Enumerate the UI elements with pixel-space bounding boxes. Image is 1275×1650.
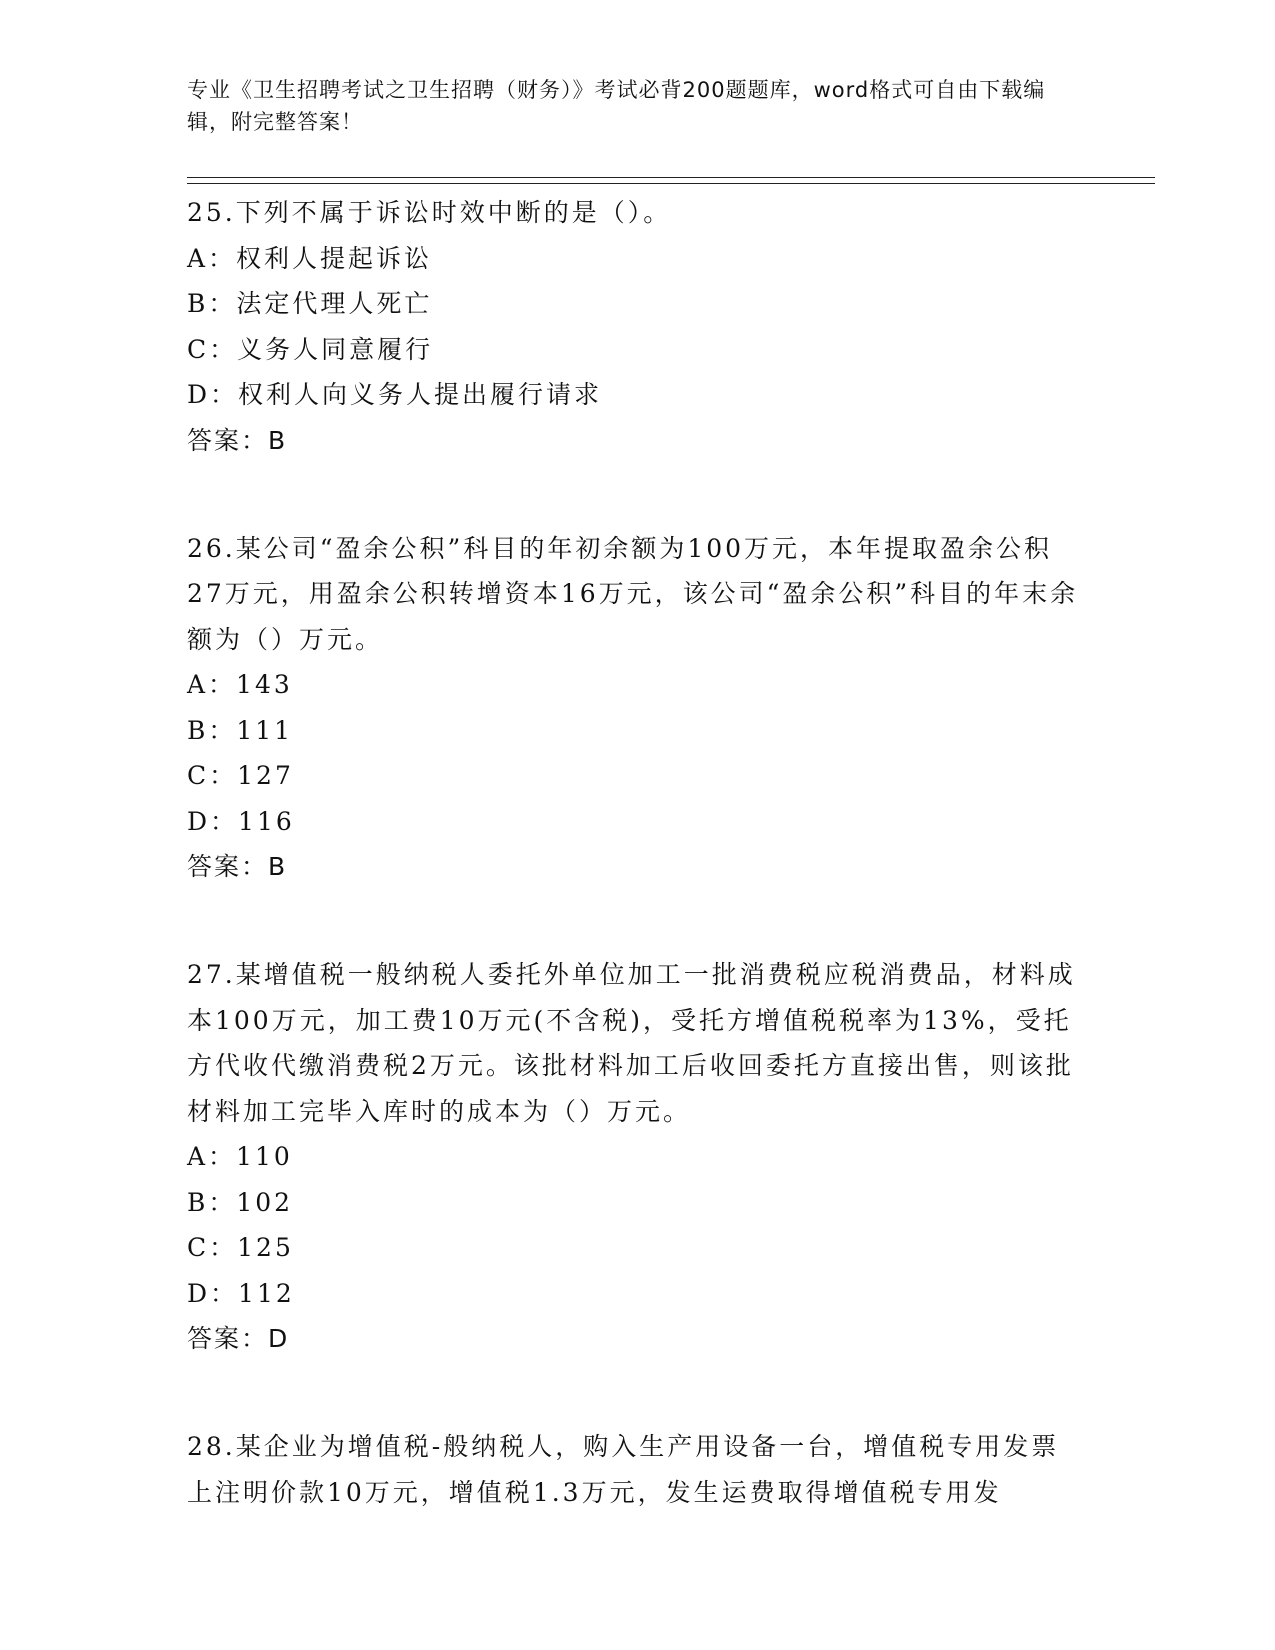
answer: 答案：B xyxy=(187,852,288,881)
option-a: A：权利人提起诉讼 xyxy=(187,243,433,273)
question-stem: 28.某企业为增值税-般纳税人，购入生产用设备一台，增值税专用发票上注明价款10万元，增值税1.3万元，发生运费取得增值税专用发 xyxy=(187,1432,1060,1507)
option-d: D：116 xyxy=(187,806,295,836)
document-header: 专业《卫生招聘考试之卫生招聘（财务）》考试必背200题题库，word格式可自由下载编辑，附完整答案！ xyxy=(187,78,1046,134)
option-c: C：127 xyxy=(187,761,294,790)
option-b: B：法定代理人死亡 xyxy=(187,289,433,318)
option-b: B：102 xyxy=(187,1187,294,1217)
option-a: A：143 xyxy=(187,670,293,699)
option-d: D：112 xyxy=(187,1278,295,1308)
question-27 xyxy=(187,952,1087,1361)
question-spacer xyxy=(187,889,1087,952)
question-spacer xyxy=(187,463,1087,526)
option-b: B：111 xyxy=(187,715,294,745)
question-stem: 27.某增值税一般纳税人委托外单位加工一批消费税应税消费品，材料成本100万元，加工费10万元(不含税)，受托方增值税税率为13%，受托方代收代缴消费税2万元。该批材料加工后收回委托方直接出售，则该批材料加工完毕入库时的成本为（）万元。 xyxy=(187,960,1076,1126)
option-c: C：125 xyxy=(187,1233,294,1262)
option-c: C：义务人同意履行 xyxy=(187,334,434,364)
header-divider-bottom xyxy=(187,183,1155,184)
question-stem: 25.下列不属于诉讼时效中断的是（）。 xyxy=(187,198,672,227)
option-a: A：110 xyxy=(187,1142,293,1171)
option-d: D：权利人向义务人提出履行请求 xyxy=(187,380,603,409)
question-28 xyxy=(187,1424,1087,1515)
answer: 答案：B xyxy=(187,425,288,455)
question-25 xyxy=(187,190,1087,463)
question-26 xyxy=(187,526,1087,890)
answer: 答案：D xyxy=(187,1324,290,1353)
question-list xyxy=(187,190,1087,1515)
question-stem: 26.某公司“盈余公积”科目的年初余额为100万元，本年提取盈余公积27万元，用盈余公积转增资本16万元，该公司“盈余公积”科目的年末余额为（）万元。 xyxy=(187,533,1079,654)
header-divider-top xyxy=(187,177,1155,178)
question-spacer xyxy=(187,1361,1087,1424)
